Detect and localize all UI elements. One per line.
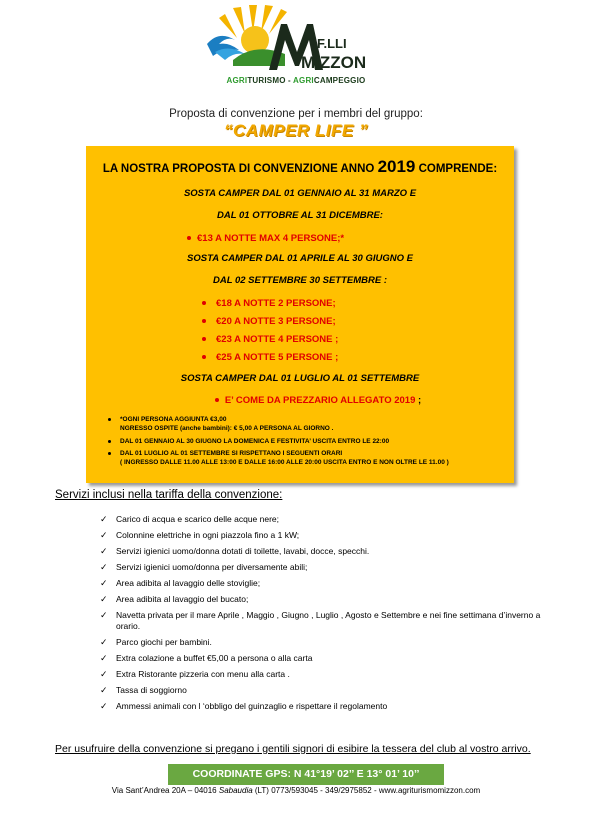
list-item-text: Parco giochi per bambini. [116,637,212,647]
offer-title-year: 2019 [377,157,416,176]
period3-line: SOSTA CAMPER DAL 01 LUGLIO AL 01 SETTEMBRE [180,373,420,384]
period1-line-a: SOSTA CAMPER DAL 01 GENNAIO AL 31 MARZO E [183,188,417,199]
agriturismo-subtitle [0,76,592,85]
footer-city: Sabaudia [218,786,253,795]
subtitle-campeggio: CAMPEGGIO [313,76,366,85]
list-item [100,514,560,525]
list-item [100,594,560,605]
list-item-text: Colonnine elettriche in ogni piazzola fino a 1 kW; [116,530,300,540]
check-icon: ✓ [100,610,108,620]
gps-coordinates: COORDINATE GPS: N 41°19’ 02’’ E 13° 01’ 10’’ [168,764,444,785]
offer-title [86,157,514,177]
period2-line-a: SOSTA CAMPER DAL 01 APRILE AL 30 GIUGNO E [187,253,413,264]
period1-line-b: DAL 01 OTTOBRE AL 31 DICEMBRE: [217,210,383,221]
subtitle-agri-1: AGRI [226,76,248,85]
list-item-text: Navetta privata per il mare Aprile , Maggio , Giugno , Luglio , Agosto e Settembre e nei fine settimana d’inverno a orario. [116,610,541,631]
check-icon: ✓ [100,546,108,556]
list-item [100,669,560,680]
list-item [100,578,560,589]
offer-title-prefix: LA NOSTRA PROPOSTA DI CONVENZIONE ANNO [102,163,378,175]
list-item-text: Extra Ristorante pizzeria con menu alla carta . [116,669,290,679]
period3-price-suffix: ; [415,395,422,406]
group-name-title: “CAMPER LIFE ” [224,121,368,140]
list-item [100,701,560,712]
period2-price-1 [202,298,336,309]
proposal-text: Proposta di convenzione per i membri del gruppo: [169,108,423,120]
footer-address [0,786,592,795]
check-icon: ✓ [100,701,108,711]
bullet-icon [215,398,219,402]
list-item-text: Area adibita al lavaggio del bucato; [116,594,249,604]
period2-price-2-text: €20 A NOTTE 3 PERSONE; [216,316,336,327]
services-list [100,514,560,712]
list-item-text: Tassa di soggiorno [116,685,187,695]
bullet-icon [202,355,206,359]
list-item-text: Extra colazione a buffet €5,00 a persona o alla carta [116,653,313,663]
period2-price-4-text: €25 A NOTTE 5 PERSONE ; [216,352,339,363]
list-item-text: Carico di acqua e scarico delle acque nere; [116,514,280,524]
list-item [100,653,560,664]
list-item [100,546,560,557]
list-item [100,685,560,696]
check-icon: ✓ [100,594,108,604]
bullet-icon [202,337,206,341]
list-item [100,637,560,648]
note-guest-entry: NGRESSO OSPITE (anche bambini): € 5,00 A PERSONA AL GIORNO . [120,425,334,432]
check-icon: ✓ [100,578,108,588]
offer-box [86,146,514,483]
sun-waves-logo-icon [205,4,380,74]
period2-price-4 [202,352,338,363]
check-icon: ✓ [100,530,108,540]
period3-price-text: E’ COME DA PREZZARIO ALLEGATO 2019 [224,395,416,406]
footer-contacts: (LT) 0773/593045 - 349/2975852 - www.agriturismomizzon.com [252,786,481,795]
offer-notes [106,415,506,467]
period2-price-2 [202,316,336,327]
list-item-text: Servizi igienici uomo/donna per diversamente abili; [116,562,308,572]
membership-card-notice: Per usufruire della convenzione si pregano i gentili signori di esibire la tessera del club al vostro arrivo. [55,743,531,755]
bullet-icon [187,236,191,240]
list-item-text: Ammessi animali con l ‘obbligo del guinzaglio e rispettare il regolamento [116,701,388,711]
brand-line2: MIZZON [301,53,367,72]
period2-price-3-text: €23 A NOTTE 4 PERSONE ; [216,334,339,345]
check-icon: ✓ [100,637,108,647]
offer-title-suffix: COMPRENDE: [415,163,498,175]
note-summer-hours-detail: ( INGRESSO DALLE 11.00 ALLE 13:00 E DALLE 16:00 ALLE 20:00 USCITA ENTRO E NON OLTRE LE 11.00 ) [120,459,449,466]
list-item-text: Servizi igienici uomo/donna dotati di toilette, lavabi, docce, specchi. [116,546,370,556]
services-title: Servizi inclusi nella tariffa della convenzione: [55,489,283,501]
subtitle-agri-2: AGRI [293,76,314,85]
check-icon: ✓ [100,514,108,524]
brand-line1: F.LLI [317,36,347,51]
period3-price [104,395,532,406]
footer-street: Via Sant’Andrea 20A – 04016 [111,786,219,795]
list-item-text: Area adibita al lavaggio delle stoviglie; [116,578,261,588]
check-icon: ✓ [100,669,108,679]
period2-line-b: DAL 02 SETTEMBRE 30 SETTEMBRE : [212,275,388,286]
bullet-icon [202,301,206,305]
subtitle-turismo: TURISMO - [247,76,294,85]
company-logo [205,4,380,74]
check-icon: ✓ [100,653,108,663]
check-icon: ✓ [100,685,108,695]
list-item [100,562,560,573]
list-item [100,530,560,541]
period1-price [187,233,344,244]
check-icon: ✓ [100,562,108,572]
period1-price-text: €13 A NOTTE MAX 4 PERSONE;* [197,233,345,244]
note-extra-person: *OGNI PERSONA AGGIUNTA €3,00 [106,415,506,424]
note-summer-hours: DAL 01 LUGLIO AL 01 SETTEMBRE SI RISPETTANO I SEGUENTI ORARI [106,449,506,458]
bullet-icon [202,319,206,323]
note-sunday-exit: DAL 01 GENNAIO AL 30 GIUGNO LA DOMENICA E FESTIVITA’ USCITA ENTRO LE 22:00 [106,437,506,446]
period2-price-3 [202,334,338,345]
list-item [100,610,560,632]
period2-price-1-text: €18 A NOTTE 2 PERSONE; [216,298,336,309]
